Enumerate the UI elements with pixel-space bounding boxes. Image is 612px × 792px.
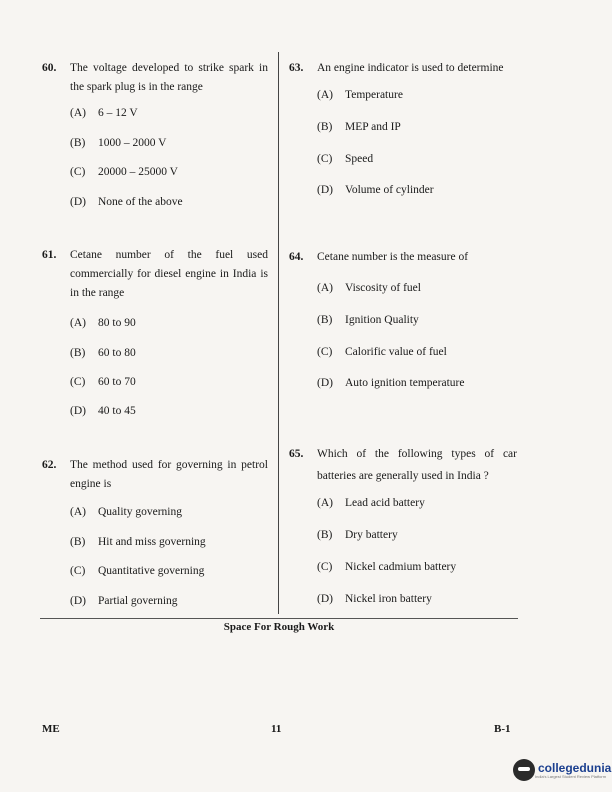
option-label: (D) (70, 405, 86, 417)
option-label: (B) (70, 347, 86, 359)
option-c (317, 153, 373, 165)
option-text: Auto ignition temperature (345, 377, 465, 389)
option-label: (B) (317, 314, 333, 326)
option-text: Quantitative governing (98, 565, 205, 577)
logo-icon (513, 759, 535, 781)
rough-work-label: Space For Rough Work (223, 621, 335, 633)
question-61 (42, 246, 268, 303)
option-d (70, 196, 183, 208)
question-65 (289, 443, 517, 487)
option-label: (D) (70, 595, 86, 607)
question-number: 64. (289, 251, 304, 263)
question-text: Cetane number of the fuel used commercially for diesel engine in India is in the range (70, 249, 268, 299)
option-text: 80 to 90 (98, 317, 136, 329)
option-text: Hit and miss governing (98, 536, 206, 548)
option-label: (A) (317, 89, 333, 101)
option-d (317, 593, 432, 605)
option-label: (D) (317, 184, 333, 196)
option-text: 20000 – 25000 V (98, 166, 178, 178)
option-c (317, 561, 456, 573)
question-62 (42, 456, 268, 494)
option-label: (C) (70, 376, 86, 388)
option-label: (C) (317, 153, 333, 165)
option-text: Nickel cadmium battery (345, 561, 457, 573)
question-text: The method used for governing in petrol engine is (70, 459, 268, 490)
option-label: (A) (70, 107, 86, 119)
option-d (317, 184, 434, 196)
option-label: (C) (70, 565, 86, 577)
footer-subject: ME (42, 723, 60, 735)
option-text: None of the above (98, 196, 183, 208)
question-63 (289, 59, 517, 78)
option-label: (C) (70, 166, 86, 178)
option-text: MEP and IP (345, 121, 401, 133)
footer-page-number: 11 (271, 723, 282, 735)
question-number: 63. (289, 62, 304, 74)
option-label: (B) (317, 529, 333, 541)
option-c (70, 166, 178, 178)
option-label: (A) (317, 282, 333, 294)
logo-name: collegedunia (538, 760, 612, 775)
option-label: (B) (317, 121, 333, 133)
option-label: (D) (317, 593, 333, 605)
option-a (70, 317, 136, 329)
question-text: Which of the following types of car batteries are generally used in India ? (317, 448, 517, 482)
option-c (70, 376, 136, 388)
question-number: 60. (42, 62, 57, 74)
collegedunia-logo (513, 755, 612, 785)
option-label: (B) (70, 137, 86, 149)
option-label: (C) (317, 561, 333, 573)
option-d (70, 595, 178, 607)
footer-booklet-code: B-1 (494, 723, 511, 735)
option-label: (D) (70, 196, 86, 208)
question-number: 65. (289, 448, 304, 460)
option-a (317, 497, 425, 509)
logo-tagline: India's Largest Student Review Platform (535, 773, 607, 779)
option-a (70, 506, 182, 518)
option-text: Viscosity of fuel (345, 282, 421, 294)
option-text: Quality governing (98, 506, 182, 518)
question-text: An engine indicator is used to determine (317, 62, 504, 74)
option-text: 40 to 45 (98, 405, 136, 417)
option-text: Nickel iron battery (345, 593, 432, 605)
option-label: (B) (70, 536, 86, 548)
option-a (317, 282, 421, 294)
option-label: (C) (317, 346, 333, 358)
option-label: (A) (317, 497, 333, 509)
option-label: (D) (317, 377, 333, 389)
option-d (70, 405, 136, 417)
question-number: 62. (42, 459, 57, 471)
option-label: (A) (70, 317, 86, 329)
question-number: 61. (42, 249, 57, 261)
option-b (70, 347, 136, 359)
option-text: Calorific value of fuel (345, 346, 447, 358)
option-text: Temperature (345, 89, 403, 101)
option-a (317, 89, 403, 101)
question-64 (289, 248, 517, 267)
option-b (70, 137, 166, 149)
question-text: The voltage developed to strike spark in the spark plug is in the range (70, 62, 268, 93)
option-text: Dry battery (345, 529, 398, 541)
option-b (317, 314, 419, 326)
option-text: 6 – 12 V (98, 107, 138, 119)
option-c (70, 565, 204, 577)
option-c (317, 346, 447, 358)
option-text: Speed (345, 153, 374, 165)
option-text: 60 to 80 (98, 347, 136, 359)
rough-work-rule (40, 618, 518, 619)
option-b (317, 121, 401, 133)
option-text: Partial governing (98, 595, 178, 607)
option-b (70, 536, 206, 548)
option-a (70, 107, 138, 119)
option-text: Volume of cylinder (345, 184, 434, 196)
option-text: Ignition Quality (345, 314, 419, 326)
option-text: 1000 – 2000 V (98, 137, 167, 149)
option-text: Lead acid battery (345, 497, 425, 509)
option-d (317, 377, 464, 389)
column-divider (278, 52, 279, 614)
option-label: (A) (70, 506, 86, 518)
option-text: 60 to 70 (98, 376, 136, 388)
question-60 (42, 59, 268, 97)
option-b (317, 529, 398, 541)
question-text: Cetane number is the measure of (317, 251, 469, 263)
